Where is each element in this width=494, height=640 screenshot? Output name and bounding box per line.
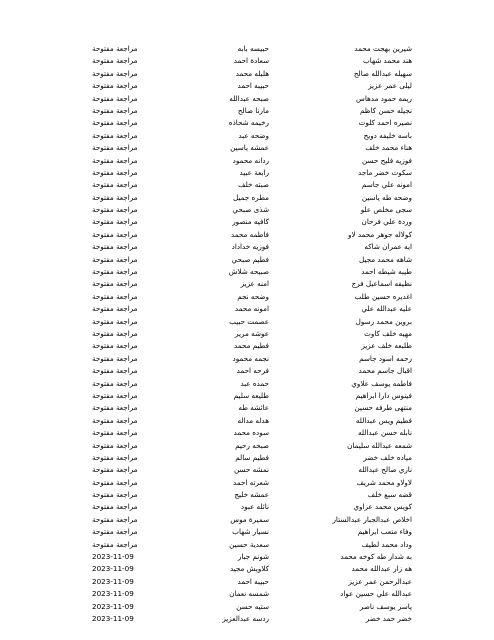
person-name: هند محمد شهاب [362, 56, 412, 66]
person-name: ايه عمران شاكه [364, 242, 412, 252]
review-status: مراجعة مفتوحة [92, 353, 138, 363]
mother-name: عائشه طه [238, 403, 269, 413]
table-row [0, 241, 494, 253]
table-row [0, 155, 494, 167]
mother-name: كافيه منصور [232, 217, 269, 227]
review-status: مراجعة مفتوحة [92, 403, 138, 413]
person-name: نابله حسن عبدالله [358, 428, 412, 438]
review-status: مراجعة مفتوحة [92, 93, 138, 103]
mother-name: وضحه نجم [237, 291, 269, 301]
person-name: فينوس دارا ابراهيم [355, 390, 412, 400]
review-status: مراجعة مفتوحة [92, 267, 138, 277]
mother-name: حبيسه بابه [237, 44, 269, 53]
review-status: مراجعة مفتوحة [92, 477, 138, 487]
mother-name: امنه عزيز [240, 279, 269, 289]
review-date: 2023-11-09 [92, 552, 134, 562]
person-name: طيبه شيطه احمد [361, 267, 412, 277]
review-status: مراجعة مفتوحة [92, 428, 138, 438]
mother-name: هدله مداله [237, 415, 269, 425]
person-name: ريمه حمود مدهاس [356, 93, 412, 103]
review-status: مراجعة مفتوحة [92, 105, 138, 115]
mother-name: سميرة موس [230, 514, 269, 524]
review-status: مراجعة مفتوحة [92, 242, 138, 252]
person-name: خضر حمد خضر [365, 613, 412, 623]
mother-name: امونه محمد [234, 304, 269, 314]
person-name: نجيله حسن كاظم [359, 105, 412, 115]
table-row [0, 278, 494, 290]
table-row [0, 452, 494, 464]
table-row [0, 588, 494, 600]
mother-name: مارنا صالح [237, 105, 269, 115]
person-name: عبدالله علي حسين عواد [340, 589, 412, 599]
table-row [0, 539, 494, 551]
review-date: 2023-11-09 [92, 564, 134, 574]
mother-name: ردانه محمود [232, 155, 269, 165]
person-name: ياسر يوسف ناصر [359, 601, 412, 611]
mother-name: صبحه عبدالله [229, 93, 269, 103]
review-status: مراجعة مفتوحة [92, 328, 138, 338]
person-name: ليلى عمر عزيز [368, 81, 412, 91]
review-status: مراجعة مفتوحة [92, 415, 138, 425]
table-row [0, 68, 494, 80]
review-date: 2023-11-09 [92, 613, 134, 623]
review-status: مراجعة مفتوحة [92, 304, 138, 314]
review-status: مراجعة مفتوحة [92, 180, 138, 190]
person-name: امونه علي جاسم [361, 180, 412, 190]
person-name: سهيله عبدالله صالح [353, 68, 412, 78]
table-row [0, 440, 494, 452]
person-name: عليه عبدالله علي [361, 304, 412, 314]
mother-name: نسيار شهاب [232, 527, 269, 537]
mother-name: صبحه رحيم [235, 440, 269, 450]
mother-name: سعادة احمد [233, 56, 269, 66]
person-name: وضحه طه ياسين [361, 192, 412, 202]
mother-name: رخيمه شحاذه [228, 118, 269, 128]
mother-name: شذى صبحي [232, 205, 269, 215]
table-row [0, 192, 494, 204]
table-row [0, 105, 494, 117]
mother-name: رابعة عبيد [239, 167, 269, 177]
mother-name: وضحه عبد [238, 130, 269, 140]
table-row [0, 291, 494, 303]
table-row [0, 402, 494, 414]
person-name: شيرين بهجت محمد [354, 44, 412, 53]
person-name: وفاء متعب ابراهيم [357, 527, 412, 537]
review-date: 2023-11-09 [92, 576, 134, 586]
person-name: اقبال جاسم محمد [358, 366, 412, 376]
review-status: مراجعة مفتوحة [92, 390, 138, 400]
person-name: كويس محمد عزاوي [353, 502, 412, 512]
review-status: مراجعة مفتوحة [92, 514, 138, 524]
table-row [0, 514, 494, 526]
person-name: وداد محمد لطيف [361, 539, 412, 549]
mother-name: ردسه عبدالعزيز [222, 613, 269, 623]
person-name: وردة علي فرحان [361, 217, 412, 227]
mother-name: شونم جبار [237, 552, 269, 562]
review-status: مراجعة مفتوحة [92, 68, 138, 78]
table-row [0, 216, 494, 228]
person-name: سجى مخلص علو [360, 205, 412, 215]
mother-name: حبيبه احمد [237, 81, 269, 91]
mother-name: عمشه ياسين [230, 143, 269, 153]
table-row [0, 204, 494, 216]
review-status: مراجعة مفتوحة [92, 378, 138, 388]
mother-name: شعرته احمد [233, 477, 269, 487]
review-status: مراجعة مفتوحة [92, 465, 138, 475]
table-row [0, 254, 494, 266]
table-row [0, 563, 494, 575]
mother-name: طليعه سليم [233, 390, 269, 400]
review-status: مراجعة مفتوحة [92, 452, 138, 462]
person-name: رحمه اسود جاسم [359, 353, 412, 363]
review-status: مراجعة مفتوحة [92, 291, 138, 301]
person-name: عبدالرحمن عمر عزيز [348, 576, 412, 586]
table-row [0, 501, 494, 513]
review-status: مراجعة مفتوحة [92, 118, 138, 128]
person-name: سكوت خضر ماجد [358, 167, 412, 177]
person-name: اغديره حسين طلب [354, 291, 412, 301]
table-row [0, 340, 494, 352]
person-name: فاطمه يوسف علاوي [351, 378, 412, 388]
review-status: مراجعة مفتوحة [92, 155, 138, 165]
mother-name: نمشه حسن [233, 465, 269, 475]
person-name: فطيم ويس عبدالله [355, 415, 412, 425]
mother-name: فطيم صبحي [231, 254, 269, 264]
mother-name: عصمت حبيب [229, 316, 269, 326]
records-list [0, 43, 494, 625]
table-row [0, 43, 494, 55]
table-row [0, 353, 494, 365]
mother-name: هلبله محمد [235, 68, 269, 78]
review-status: مراجعة مفتوحة [92, 229, 138, 239]
review-status: مراجعة مفتوحة [92, 81, 138, 91]
person-name: مهيه خلف كاوت [364, 328, 412, 338]
table-row [0, 365, 494, 377]
table-row [0, 551, 494, 563]
review-status: مراجعة مفتوحة [92, 279, 138, 289]
review-status: مراجعة مفتوحة [92, 502, 138, 512]
person-name: اخلاص عبدالجبار عبدالستار [332, 514, 412, 524]
table-row [0, 390, 494, 402]
review-status: مراجعة مفتوحة [92, 440, 138, 450]
mother-name: حبيبه احمد [237, 576, 269, 586]
review-status: مراجعة مفتوحة [92, 56, 138, 66]
review-status: مراجعة مفتوحة [92, 539, 138, 549]
table-row [0, 117, 494, 129]
review-status: مراجعة مفتوحة [92, 341, 138, 351]
mother-name: صبيحه شلاش [228, 267, 269, 277]
person-name: فوزيه فليح حسن [362, 155, 412, 165]
table-row [0, 316, 494, 328]
table-row [0, 576, 494, 588]
table-row [0, 489, 494, 501]
table-row [0, 130, 494, 142]
table-row [0, 167, 494, 179]
review-status: مراجعة مفتوحة [92, 143, 138, 153]
mother-name: سعدية حسين [229, 539, 269, 549]
mother-name: فوزيه خداداد [231, 242, 269, 252]
person-name: شاهه محمد مجيل [359, 254, 412, 264]
table-row [0, 55, 494, 67]
mother-name: ستيه حسن [236, 601, 269, 611]
mother-name: فطيم سالم [235, 452, 269, 462]
person-name: هناء محمد خلف [365, 143, 412, 153]
mother-name: نائله عبود [240, 502, 269, 512]
mother-name: حمده عبد [240, 378, 269, 388]
table-row [0, 179, 494, 191]
person-name: منتهى طرفه حسين [354, 403, 412, 413]
table-row [0, 93, 494, 105]
table-row [0, 266, 494, 278]
review-status: مراجعة مفتوحة [92, 490, 138, 500]
person-name: بروين محمد رسول [355, 316, 412, 326]
mother-name: مطره جميل [233, 192, 269, 202]
mother-name: فرحه احمد [236, 366, 269, 376]
table-row [0, 229, 494, 241]
table-row [0, 601, 494, 613]
review-status: مراجعة مفتوحة [92, 217, 138, 227]
mother-name: نجمه محمود [232, 353, 269, 363]
mother-name: فطيم محمد [234, 341, 269, 351]
table-row [0, 303, 494, 315]
mother-name: شمسه نعمان [229, 589, 269, 599]
review-status: مراجعة مفتوحة [92, 167, 138, 177]
table-row [0, 427, 494, 439]
person-name: لاولاو محمد شريف [356, 477, 412, 487]
person-name: قضه سبع خلف [367, 490, 412, 500]
review-status: مراجعة مفتوحة [92, 192, 138, 202]
mother-name: سوده محمد [233, 428, 269, 438]
table-row [0, 477, 494, 489]
person-name: نصيره احمد كلوت [358, 118, 412, 128]
review-status: مراجعة مفتوحة [92, 527, 138, 537]
review-status: مراجعة مفتوحة [92, 366, 138, 376]
table-row [0, 526, 494, 538]
table-row [0, 328, 494, 340]
table-row [0, 613, 494, 625]
mother-name: فاطمه محمد [230, 229, 269, 239]
mother-name: عوشه مرير [235, 328, 269, 338]
person-name: به شدار طه كوخه محمد [340, 552, 412, 562]
review-status: مراجعة مفتوحة [92, 44, 138, 53]
person-name: مياده خلف خضر [363, 452, 412, 462]
table-row [0, 415, 494, 427]
review-status: مراجعة مفتوحة [92, 316, 138, 326]
mother-name: عمشه خليج [234, 490, 269, 500]
table-row [0, 464, 494, 476]
review-status: مراجعة مفتوحة [92, 254, 138, 264]
review-status: مراجعة مفتوحة [92, 130, 138, 140]
mother-name: كلاويش مجيد [229, 564, 269, 574]
person-name: كولاله جوهر محمد لاو [347, 229, 412, 239]
review-date: 2023-11-09 [92, 601, 134, 611]
review-date: 2023-11-09 [92, 589, 134, 599]
table-row [0, 142, 494, 154]
person-name: نازي صالح عبدالله [358, 465, 412, 475]
table-row [0, 378, 494, 390]
table-row [0, 80, 494, 92]
mother-name: صبته خلف [238, 180, 269, 190]
person-name: شمعه عبدالله سليمان [347, 440, 412, 450]
review-status: مراجعة مفتوحة [92, 205, 138, 215]
person-name: طلبعه خلف عزيز [361, 341, 412, 351]
person-name: نظيفه اسماعيل فرج [351, 279, 412, 289]
person-name: باسه خليفه دويح [363, 130, 412, 140]
person-name: هه زار عبدالله محمد [351, 564, 412, 574]
